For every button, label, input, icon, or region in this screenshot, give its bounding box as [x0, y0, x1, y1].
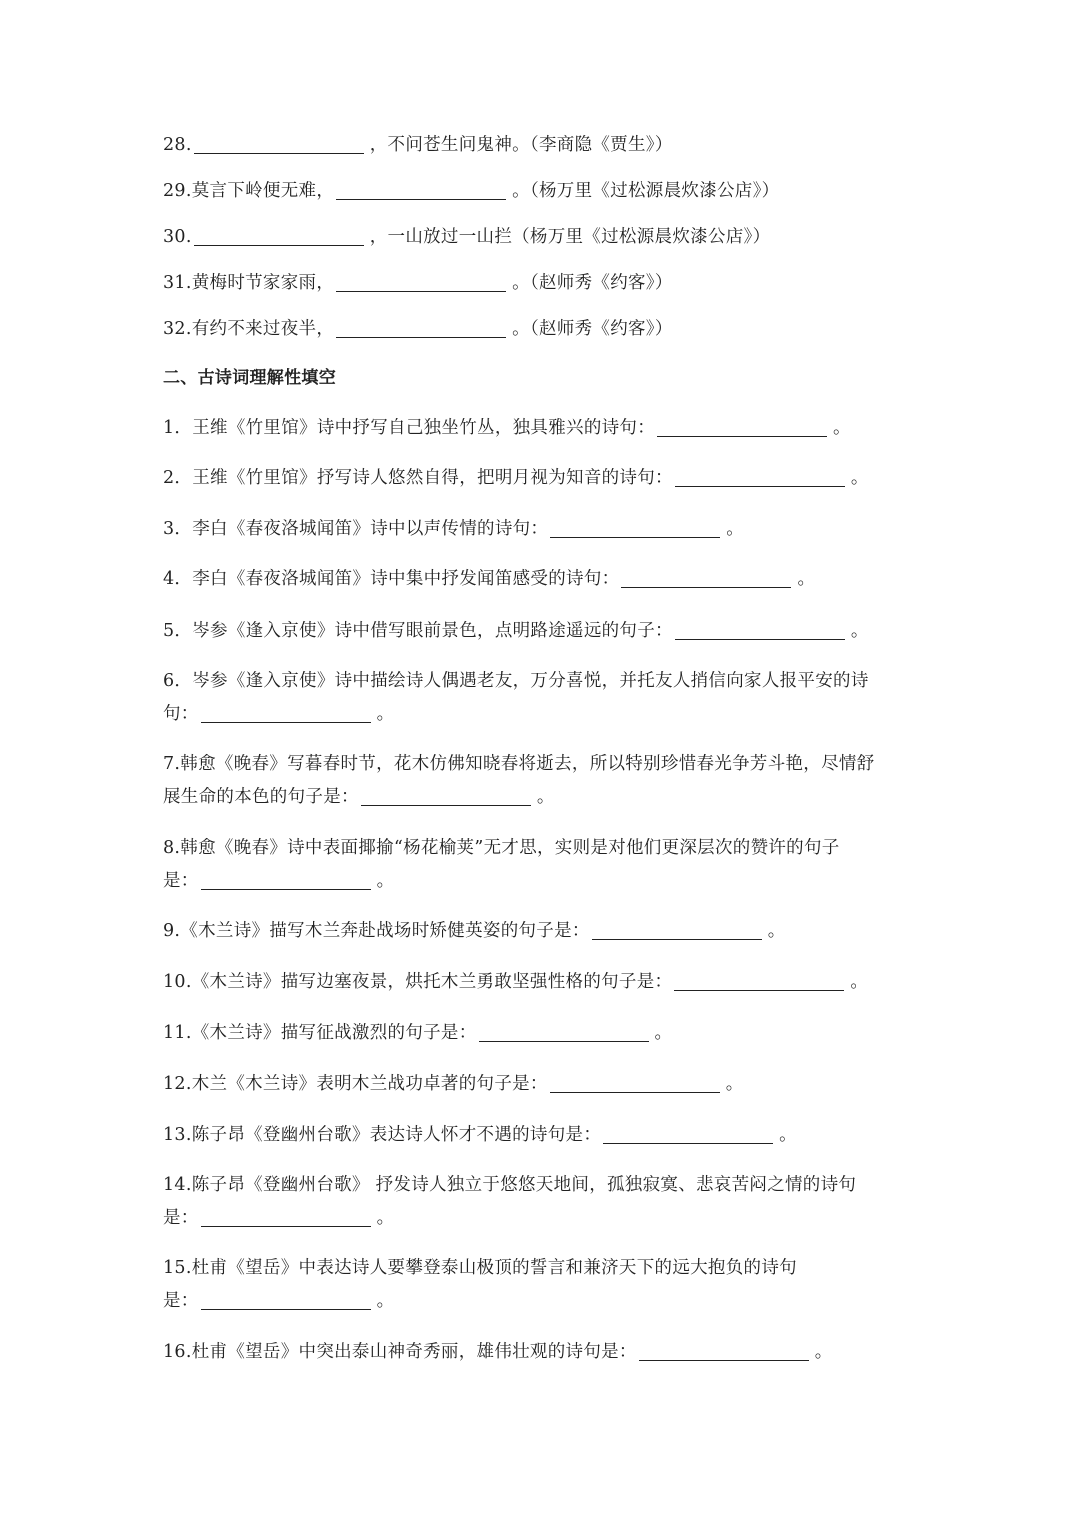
question-15 [163, 1257, 797, 1279]
question-8-cont [163, 870, 394, 892]
item-number: 31. [163, 273, 192, 293]
answer-blank[interactable] [201, 872, 371, 890]
question-4 [163, 568, 815, 590]
item-number: 28. [163, 135, 192, 155]
question-text: 8.韩愈《晚春》诗中表面揶揄“杨花榆荚”无才思，实则是对他们更深层次的赞许的句子 [163, 838, 840, 858]
fill-item-32 [163, 318, 673, 340]
section-title: 二、古诗词理解性填空 [163, 368, 336, 388]
question-end: 。 [376, 704, 395, 724]
question-text: 1．王维《竹里馆》诗中抒写自己独坐竹丛，独具雅兴的诗句： [163, 418, 656, 438]
question-6 [163, 670, 869, 692]
fill-item-28 [163, 134, 673, 156]
question-text: 12.木兰《木兰诗》表明木兰战功卓著的句子是： [163, 1074, 548, 1094]
answer-blank[interactable] [603, 1126, 773, 1144]
question-text: 13.陈子昂《登幽州台歌》表达诗人怀才不遇的诗句是： [163, 1125, 602, 1145]
question-end: 。 [726, 519, 745, 539]
question-end: 。 [814, 1342, 833, 1362]
item-text: ，一山放过一山拦（杨万里《过松源晨炊漆公店》） [369, 227, 771, 247]
item-text: ，不问苍生问鬼神。（李商隐《贾生》） [369, 135, 673, 155]
question-end: 。 [850, 621, 869, 641]
item-text: 。（赵师秀《约客》） [512, 273, 673, 293]
answer-blank[interactable] [194, 136, 364, 154]
answer-blank[interactable] [657, 419, 827, 437]
fill-item-29 [163, 180, 779, 202]
question-end: 。 [536, 787, 555, 807]
question-text: 是： [163, 1208, 199, 1228]
question-text: 展生命的本色的句子是： [163, 787, 359, 807]
question-text: 3．李白《春夜洛城闻笛》诗中以声传情的诗句： [163, 519, 549, 539]
question-3 [163, 518, 744, 540]
question-15-cont [163, 1290, 394, 1312]
item-text: 有约不来过夜半， [191, 319, 335, 339]
answer-blank[interactable] [639, 1343, 809, 1361]
answer-blank[interactable] [336, 274, 506, 292]
answer-blank[interactable] [479, 1024, 649, 1042]
answer-blank[interactable] [550, 520, 720, 538]
question-1 [163, 417, 851, 439]
question-10 [163, 971, 868, 993]
question-7-cont [163, 786, 555, 808]
question-end: 。 [654, 1023, 673, 1043]
question-9 [163, 920, 786, 942]
question-end: 。 [376, 1208, 395, 1228]
answer-blank[interactable] [550, 1075, 720, 1093]
answer-blank[interactable] [361, 788, 531, 806]
item-number: 32. [163, 319, 192, 339]
question-5 [163, 620, 869, 642]
answer-blank[interactable] [194, 228, 364, 246]
answer-blank[interactable] [675, 469, 845, 487]
question-text: 4．李白《春夜洛城闻笛》诗中集中抒发闻笛感受的诗句： [163, 569, 620, 589]
answer-blank[interactable] [336, 182, 506, 200]
item-number: 29. [163, 181, 192, 201]
question-text: 11.《木兰诗》描写征战激烈的句子是： [163, 1023, 477, 1043]
question-text: 句： [163, 704, 199, 724]
answer-blank[interactable] [674, 973, 844, 991]
question-end: 。 [850, 468, 869, 488]
question-end: 。 [376, 1291, 395, 1311]
answer-blank[interactable] [336, 320, 506, 338]
question-text: 16.杜甫《望岳》中突出泰山神奇秀丽，雄伟壮观的诗句是： [163, 1342, 637, 1362]
question-text: 7.韩愈《晚春》写暮春时节，花木仿佛知晓春将逝去，所以特别珍惜春光争芳斗艳，尽情舒 [163, 754, 875, 774]
question-end: 。 [833, 418, 851, 438]
answer-blank[interactable] [592, 922, 762, 940]
answer-blank[interactable] [675, 622, 845, 640]
question-text: 10.《木兰诗》描写边塞夜景，烘托木兰勇敢坚强性格的句子是： [163, 972, 673, 992]
question-end: 。 [767, 921, 786, 941]
question-text: 14.陈子昂《登幽州台歌》 抒发诗人独立于悠悠天地间，孤独寂寞、悲哀苦闷之情的诗句 [163, 1175, 857, 1195]
question-14 [163, 1174, 856, 1196]
question-text: 2．王维《竹里馆》抒写诗人悠然自得，把明月视为知音的诗句： [163, 468, 673, 488]
answer-blank[interactable] [201, 705, 371, 723]
question-text: 是： [163, 871, 199, 891]
item-text: 。（赵师秀《约客》） [512, 319, 673, 339]
question-end: 。 [797, 569, 816, 589]
question-end: 。 [850, 972, 869, 992]
answer-blank[interactable] [201, 1209, 371, 1227]
question-text: 15.杜甫《望岳》中表达诗人要攀登泰山极顶的誓言和兼济天下的远大抱负的诗句 [163, 1258, 797, 1278]
question-text: 9.《木兰诗》描写木兰奔赴战场时矫健英姿的句子是： [163, 921, 590, 941]
item-number: 30. [163, 227, 192, 247]
fill-item-31 [163, 272, 673, 294]
question-text: 6．岑参《逢入京使》诗中描绘诗人偶遇老友，万分喜悦，并托友人捎信向家人报平安的诗 [163, 671, 869, 691]
question-13 [163, 1124, 797, 1146]
question-11 [163, 1022, 672, 1044]
item-text: 莫言下岭便无难， [191, 181, 335, 201]
item-text: 。（杨万里《过松源晨炊漆公店》） [512, 181, 780, 201]
question-end: 。 [779, 1125, 797, 1145]
fill-item-30 [163, 226, 770, 248]
answer-blank[interactable] [621, 570, 791, 588]
question-7 [163, 753, 875, 775]
question-end: 。 [376, 871, 395, 891]
question-16 [163, 1341, 833, 1363]
question-text: 是： [163, 1291, 199, 1311]
item-text: 黄梅时节家家雨， [191, 273, 335, 293]
question-12 [163, 1073, 744, 1095]
question-14-cont [163, 1207, 394, 1229]
question-8 [163, 837, 840, 859]
question-end: 。 [725, 1074, 744, 1094]
question-text: 5．岑参《逢入京使》诗中借写眼前景色，点明路途遥远的句子： [163, 621, 673, 641]
question-2 [163, 467, 869, 489]
answer-blank[interactable] [201, 1292, 371, 1310]
question-6-cont [163, 703, 394, 725]
